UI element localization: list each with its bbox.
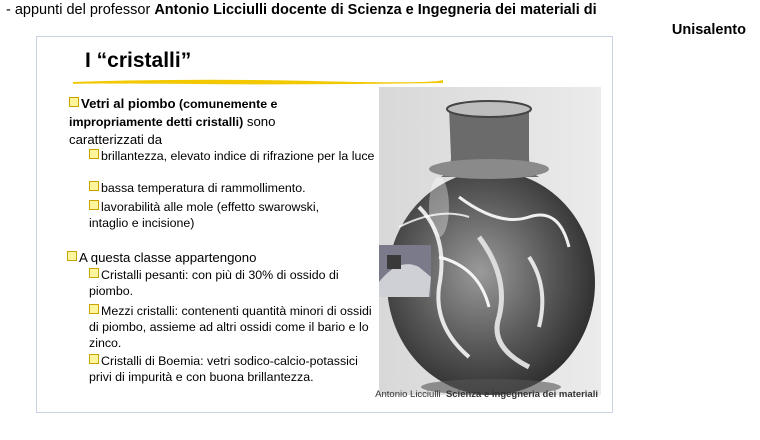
slide-footer	[375, 389, 598, 400]
bullet-box-icon	[89, 149, 99, 159]
bullet-box-icon	[89, 181, 99, 191]
sub-bullet	[89, 148, 379, 164]
sub-bullet-text: lavorabilità alle mole (effetto swarowski, intaglio e incisione)	[89, 200, 320, 230]
sub-bullet	[89, 303, 379, 351]
footer-course: Scienza e ingegneria dei materiali	[445, 389, 598, 400]
header-prefix: - appunti del professor	[6, 2, 155, 18]
bullet1-bold: Vetri al piombo	[81, 96, 176, 111]
sub-bullet-text: Cristalli pesanti: con più di 30% di ossido di piombo.	[89, 268, 339, 298]
bullet-box-icon	[69, 97, 79, 107]
page-header	[6, 0, 746, 40]
footer-author: Antonio Licciulli	[375, 389, 441, 400]
slide-title: I “cristalli”	[85, 49, 192, 72]
bullet-box-icon	[89, 200, 99, 210]
bullet-box-icon	[89, 354, 99, 364]
title-underline	[73, 77, 443, 85]
bullet1-rest: sono caratterizzati da	[69, 114, 276, 147]
bullet-vetri-piombo	[69, 95, 349, 148]
sub-bullet	[89, 199, 344, 231]
sub-bullet-text: Mezzi cristalli: contenenti quantità minori di ossidi di piombo, assieme ad altri ossidi come il bario e lo zinco.	[89, 304, 372, 350]
slide	[36, 36, 613, 413]
bullet-box-icon	[67, 251, 77, 261]
bullet2-text: A questa classe appartengono	[79, 250, 257, 265]
bullet-box-icon	[89, 268, 99, 278]
header-author: Antonio Licciulli docente di Scienza e Ingegneria dei materiali di	[154, 2, 597, 18]
bullet-classe	[67, 249, 357, 266]
bullet1-bold2: (comunemente e impropriamente detti cristalli)	[69, 97, 278, 129]
header-line-1	[6, 0, 746, 20]
sub-bullet	[89, 180, 379, 196]
sub-bullet-text: bassa temperatura di rammollimento.	[101, 181, 306, 195]
sub-bullet	[89, 267, 364, 299]
crystal-vase-photo	[379, 87, 601, 395]
header-line-2: Unisalento	[671, 22, 746, 38]
bullet-box-icon	[89, 304, 99, 314]
sub-bullet-text: Cristalli di Boemia: vetri sodico-calcio-potassici privi di impurità e con buona brillantezza.	[89, 354, 358, 384]
sub-bullet	[89, 353, 379, 385]
sub-bullet-text: brillantezza, elevato indice di rifrazione per la luce	[101, 149, 375, 163]
